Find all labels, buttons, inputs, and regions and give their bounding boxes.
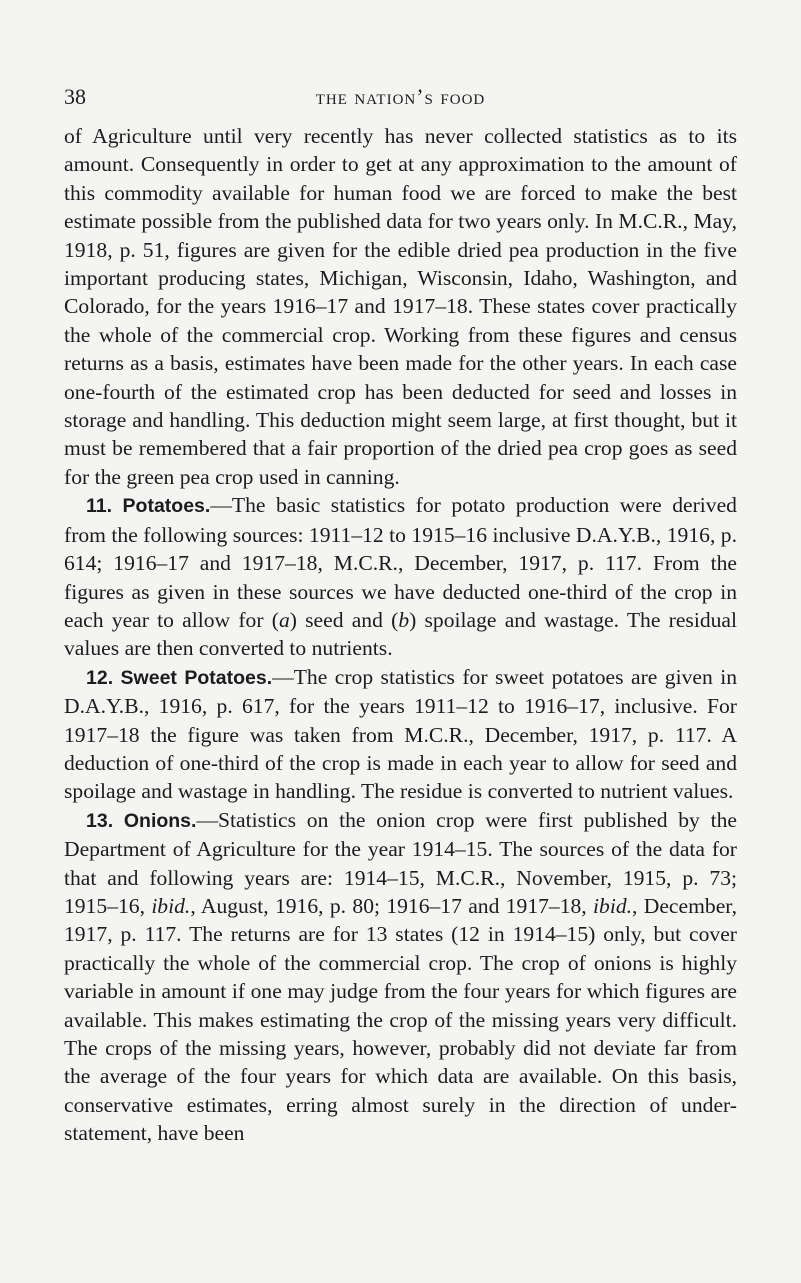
paragraph-sweet-potatoes: [64, 663, 737, 806]
paragraph-onions: [64, 806, 737, 1148]
section-heading: Onions.: [123, 809, 197, 832]
section-number: 12.: [86, 666, 114, 689]
paragraph-text: of Agriculture until very recently has never collected statistics as to its amount. Consequently in order to get at any approximation to the amount of this commodity available for human food we are forced to make the best estimate possible from the published data for two years only. In M.C.R., May, 1918, p. 51, figures are given for the edible dried pea production in the five important producing states, Michigan, Wisconsin, Idaho, Washington, and Colorado, for the years 1916–17 and 1917–18. These states cover practically the whole of the commercial crop. Working from these figures and census returns as a basis, estimates have been made for the other years. In each case one-fourth of the estimated crop has been deducted for seed and losses in storage and handling. This deduction might seem large, at first thought, but it must be remembered that a fair proportion of the dried pea crop goes as seed for the green pea crop used in canning.: [64, 124, 737, 489]
list-marker-a: a: [278, 607, 290, 632]
paragraph-continued: [64, 122, 737, 491]
paragraph-text: —The crop statistics for sweet potatoes are given in D.A.Y.B., 1916, p. 617, for the years 1911–12 to 1916–17, inclusive. For 1917–18 the figure was taken from M.C.R., December, 1917, p. 117. A deduction of one-third of the crop is made in each year to allow for seed and spoilage and wastage in handling. The residue is converted to nutrient values.: [64, 664, 737, 804]
paragraph-text: —The basic statistics for potato production were derived from the following sources: 1911–12 to 1915–16 inclusive D.A.Y.B., 1916, p. 614; 1916–17 and 1917–18, M.C.R., December, 1917, p. 117. From the figures as given in these sources we have deducted one-third of the crop in each year to allow for (: [64, 493, 737, 632]
page-header: [64, 84, 737, 114]
list-marker-b: b: [398, 607, 410, 632]
section-heading: Potatoes.: [122, 495, 211, 518]
paragraph-text: —Statistics on the onion crop were first published by the Department of Agriculture for the year 1914–15. The sources of the data for that and following years are: 1914–15, M.C.R., November, 1915, p. 73; 1915–16,: [64, 807, 737, 918]
section-number: 11.: [86, 495, 113, 518]
paragraph-potatoes: [64, 491, 737, 662]
ibid-citation: ibid.: [593, 893, 633, 918]
section-number: 13.: [86, 809, 114, 832]
page-number: 38: [64, 84, 86, 109]
paragraph-text: , August, 1916, p. 80; 1916–17 and 1917–18,: [190, 893, 594, 918]
running-head: the nation’s food: [315, 84, 486, 109]
body-text: [64, 122, 737, 1148]
paragraph-text: ) seed and (: [289, 607, 399, 632]
paragraph-text: ) spoilage and wastage. The residual values are then converted to nutrients.: [64, 607, 738, 661]
paragraph-text: , December, 1917, p. 117. The returns are for 13 states (12 in 1914–15) only, but cover practically the whole of the commercial crop. The crop of onions is highly variable in amount if one may judge from the four years for which figures are available. This makes estimating the crop of the missing years very difficult. The crops of the missing years, however, probably did not deviate far from the average of the four years for which data are available. On this basis, conservative estimates, erring almost surely in the direction of under-statement, have been: [64, 893, 738, 1146]
ibid-citation: ibid.: [151, 893, 191, 918]
section-heading: Sweet Potatoes.: [120, 666, 273, 689]
